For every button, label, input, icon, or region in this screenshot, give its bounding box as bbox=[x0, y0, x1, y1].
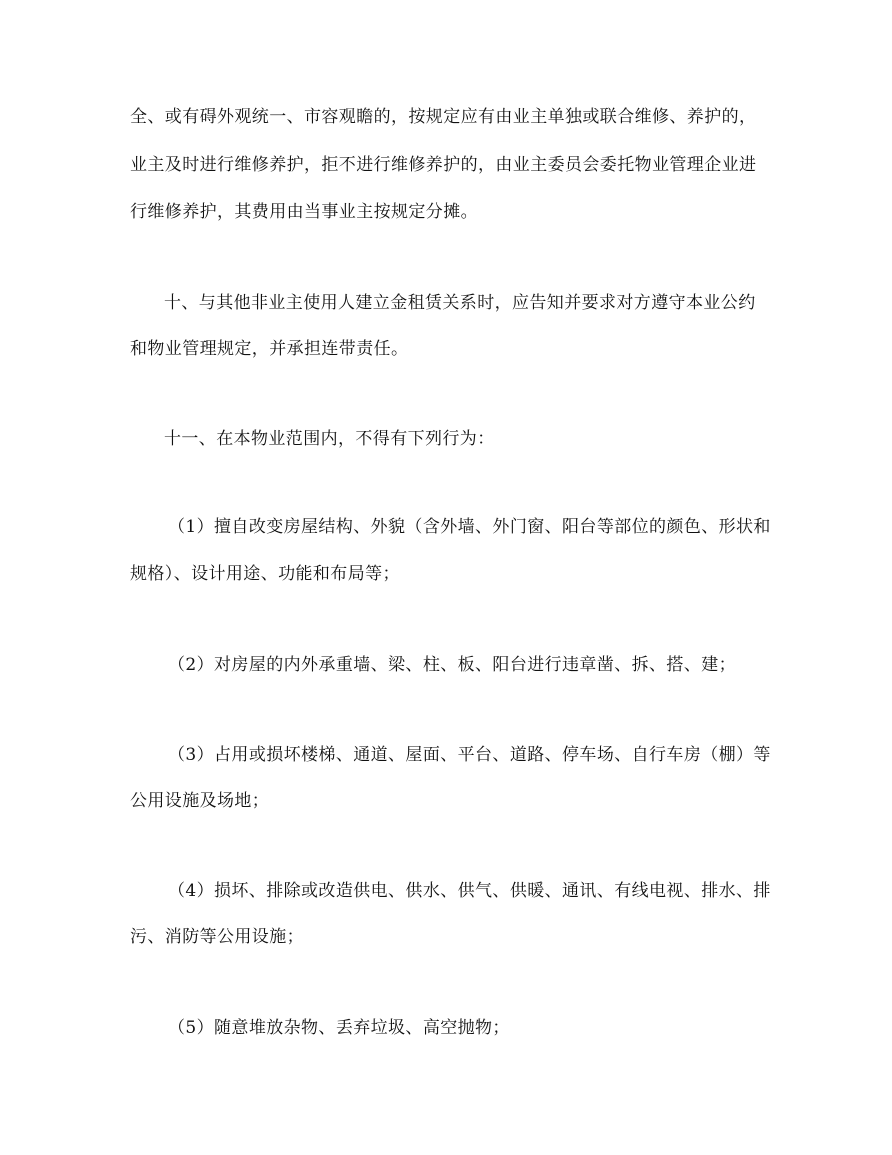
paragraph-5-line-1: （2）对房屋的内外承重墙、梁、柱、板、阳台进行违章凿、拆、搭、建； bbox=[168, 655, 737, 675]
paragraph-1-line-2: 业主及时进行维修养护，拒不进行维修养护的，由业主委员会委托物业管理企业进 bbox=[130, 155, 757, 175]
paragraph-8-line-1: （5）随意堆放杂物、丢弃垃圾、高空抛物； bbox=[168, 1018, 510, 1038]
paragraph-1-line-1: 全、或有碍外观统一、市容观瞻的，按规定应有由业主单独或联合维修、养护的， bbox=[130, 107, 757, 127]
paragraph-3-line-1: 十一、在本物业范围内，不得有下列行为： bbox=[164, 429, 495, 449]
paragraph-7-line-2: 污、消防等公用设施； bbox=[130, 927, 304, 947]
paragraph-2-line-2: 和物业管理规定，并承担连带责任。 bbox=[130, 339, 409, 359]
paragraph-4-line-1: （1）擅自改变房屋结构、外貌（含外墙、外门窗、阳台等部位的颜色、形状和 bbox=[168, 517, 771, 537]
paragraph-4-line-2: 规格）、设计用途、功能和布局等； bbox=[130, 564, 400, 584]
paragraph-6-line-1: （3）占用或损坏楼梯、通道、屋面、平台、道路、停车场、自行车房（棚）等 bbox=[168, 745, 771, 765]
paragraph-6-line-2: 公用设施及场地； bbox=[130, 791, 270, 811]
paragraph-1-line-3: 行维修养护，其费用由当事业主按规定分摊。 bbox=[130, 202, 478, 222]
paragraph-7-line-1: （4）损坏、排除或改造供电、供水、供气、供暖、通讯、有线电视、排水、排 bbox=[168, 881, 771, 901]
paragraph-2-line-1: 十、与其他非业主使用人建立金租赁关系时，应告知并要求对方遵守本业公约 bbox=[164, 293, 756, 313]
